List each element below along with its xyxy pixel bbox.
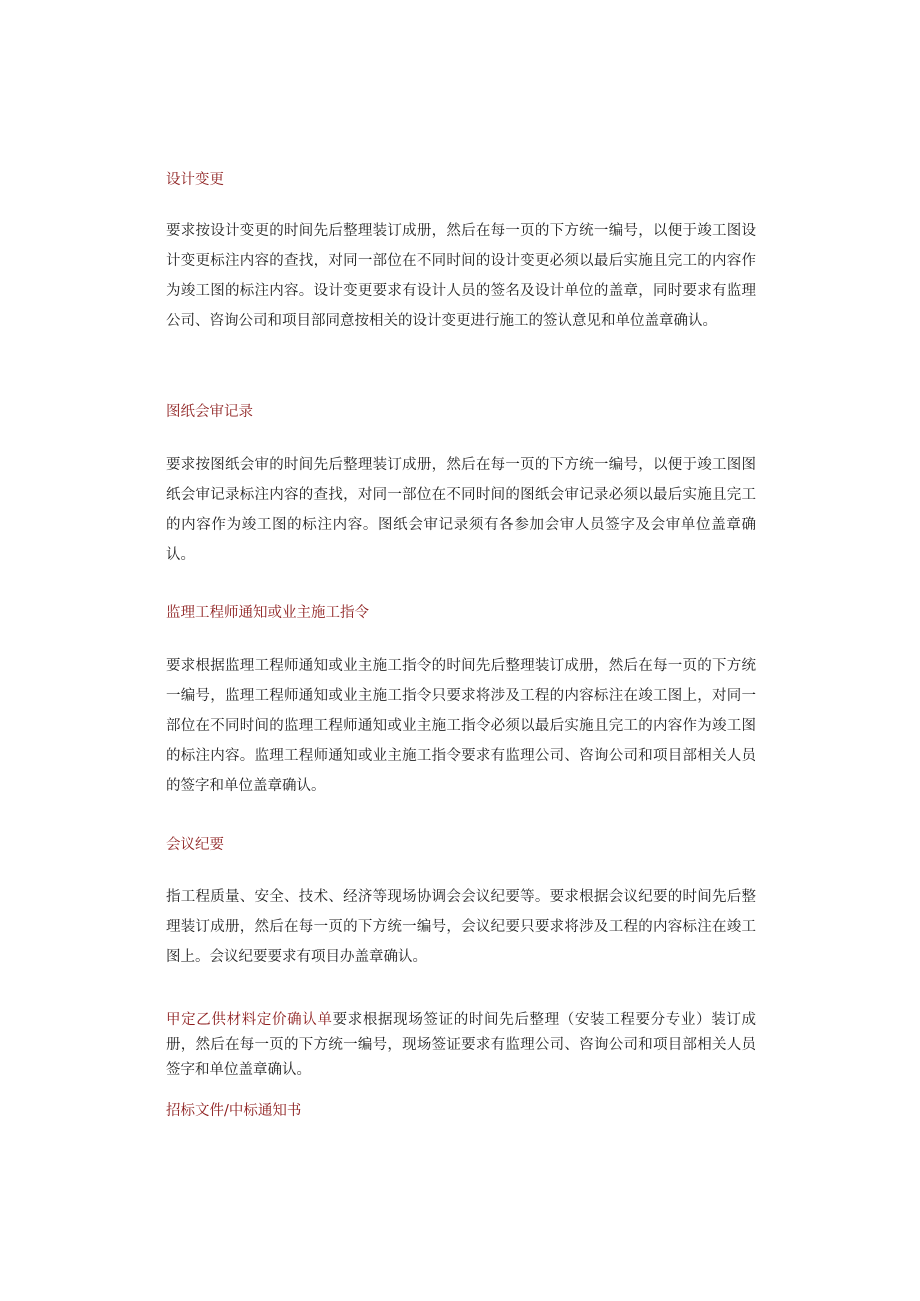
section-material-pricing <box>166 1008 756 1083</box>
section-heading-meeting-minutes: 会议纪要 <box>166 837 224 853</box>
section-body-material-pricing: 要求根据现场签证的时间先后整理（安装工程要分专业）装订成册，然后在每一页的下方统一编号，现场签证要求有监理公司、咨询公司和项目部相关人员签字和单位盖章确认。 <box>166 1012 756 1078</box>
section-body-meeting-minutes: 指工程质量、安全、技术、经济等现场协调会会议纪要等。要求根据会议纪要的时间先后整理装订成册，然后在每一页的下方统一编号，会议纪要只要求将涉及工程的内容标注在竣工图上。会议纪要要求有项目办盖章确认。 <box>166 889 756 965</box>
section-body-design-change: 要求按设计变更的时间先后整理装订成册，然后在每一页的下方统一编号，以便于竣工图设计变更标注内容的查找，对同一部位在不同时间的设计变更必须以最后实施且完工的内容作为竣工图的标注内容。设计变更要求有设计人员的签名及设计单位的盖章，同时要求有监理公司、咨询公司和项目部同意按相关的设计变更进行施工的签认意见和单位盖章确认。 <box>166 223 756 329</box>
section-heading-supervisor-notice: 监理工程师通知或业主施工指令 <box>166 605 369 621</box>
section-body-supervisor-notice: 要求根据监理工程师通知或业主施工指令的时间先后整理装订成册，然后在每一页的下方统一编号，监理工程师通知或业主施工指令只要求将涉及工程的内容标注在竣工图上，对同一部位在不同时间的监理工程师通知或业主施工指令必须以最后实施且完工的内容作为竣工图的标注内容。监理工程师通知或业主施工指令要求有监理公司、咨询公司和项目部相关人员的签字和单位盖章确认。 <box>166 658 756 794</box>
section-heading-design-change: 设计变更 <box>166 172 224 188</box>
section-body-drawing-review: 要求按图纸会审的时间先后整理装订成册，然后在每一页的下方统一编号，以便于竣工图图纸会审记录标注内容的查找，对同一部位在不同时间的图纸会审记录必须以最后实施且完工的内容作为竣工图的标注内容。图纸会审记录须有各参加会审人员签字及会审单位盖章确认。 <box>166 457 756 563</box>
section-heading-tender-documents: 招标文件/中标通知书 <box>166 1103 302 1119</box>
section-heading-drawing-review: 图纸会审记录 <box>166 404 253 420</box>
section-heading-material-pricing: 甲定乙供材料定价确认单 <box>166 1012 333 1028</box>
